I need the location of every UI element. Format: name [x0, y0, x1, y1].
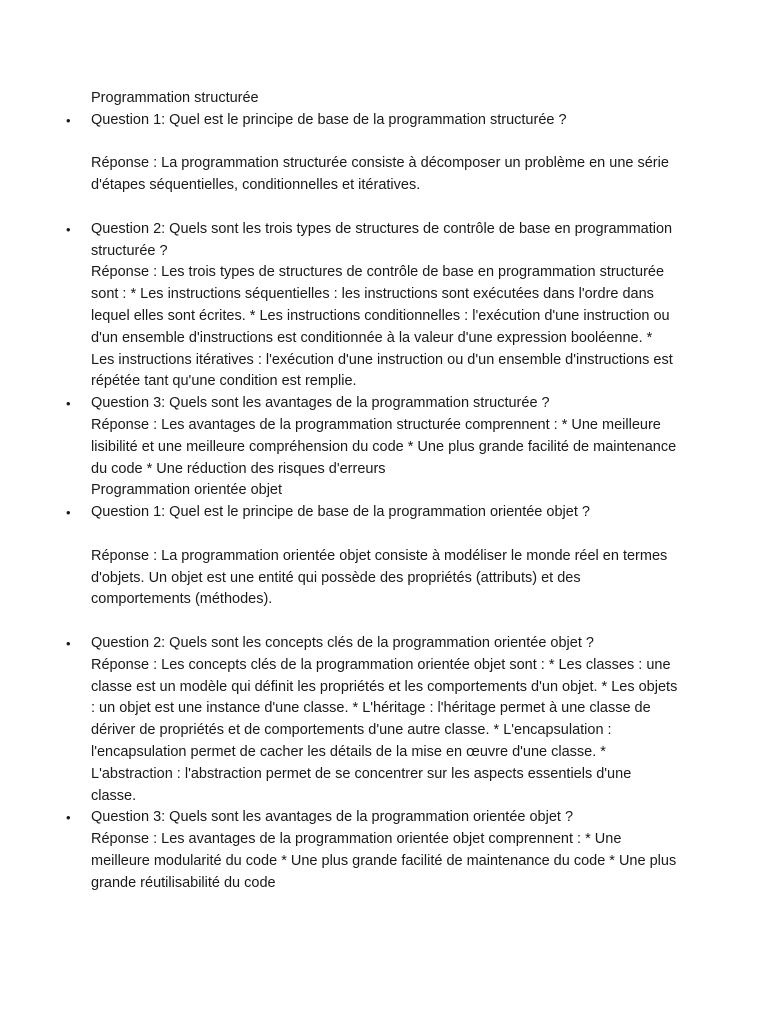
- question-text: • Question 3: Quels sont les avantages de la programmation orientée objet ?: [0, 807, 691, 829]
- list-item: [0, 807, 768, 894]
- bullet-icon: •: [66, 396, 71, 412]
- question-text: • Question 2: Quels sont les concepts clés de la programmation orientée objet ?: [0, 633, 691, 655]
- spacer: [0, 611, 768, 633]
- bullet-icon: •: [66, 112, 71, 128]
- bullet-icon: •: [66, 505, 71, 521]
- answer-text: Réponse : Les trois types de structures de contrôle de base en programmation structurée sont : * Les instructions séquentielles : les instructions sont exécutées dans l'ordre dans lequel elles sont écrites. * Les instructions conditionnelles : l'exécution d'une instruction ou d'un ensemble d'instructions est conditionnée à la valeur d'une expression booléenne. * Les instructions itératives : l'exécution d'une instruction ou d'un ensemble d'instructions est répétée tant qu'une condition est remplie.: [91, 264, 673, 390]
- spacer: [0, 132, 768, 154]
- section-heading: Programmation structurée: [91, 90, 259, 106]
- question-text: • Question 1: Quel est le principe de base de la programmation structurée ?: [0, 110, 691, 132]
- answer-text: Réponse : Les concepts clés de la programmation orientée objet sont : * Les classes : une classe est un modèle qui définit les propriétés et les comportements d'un objet. * Les objets : un objet est une instance d'une classe. * L'héritage : l'héritage permet à une classe de dériver de propriétés et de comportements d'une autre classe. * L'encapsulation : l'encapsulation permet de cacher les détails de la mise en œuvre d'une classe. * L'abstraction : l'abstraction permet de se concentrer sur les aspects essentiels d'une classe.: [91, 656, 678, 804]
- list-item: [0, 633, 768, 807]
- answer-text: Réponse : La programmation structurée consiste à décomposer un problème en une série d'étapes séquentielles, conditionnelles et itératives.: [91, 155, 669, 194]
- list-item: [0, 219, 768, 393]
- bullet-icon: •: [66, 635, 71, 651]
- question-text: • Question 3: Quels sont les avantages de la programmation structurée ?: [0, 393, 691, 415]
- document-body: [0, 88, 768, 894]
- list-item: [0, 393, 768, 480]
- list-item: [0, 110, 768, 219]
- spacer: [0, 197, 768, 219]
- bullet-icon: •: [66, 810, 71, 826]
- question-text: • Question 2: Quels sont les trois types de structures de contrôle de base en programmation structurée ?: [66, 220, 673, 259]
- bullet-icon: •: [66, 221, 71, 237]
- answer-text: Réponse : Les avantages de la programmation orientée objet comprennent : * Une meilleure modularité du code * Une plus grande facilité de maintenance du code * Une plus grande réutilisabilité du code: [91, 831, 677, 891]
- spacer: [0, 524, 768, 546]
- list-item: [0, 502, 768, 633]
- answer-text: Réponse : La programmation orientée objet consiste à modéliser le monde réel en termes d'objets. Un objet est une entité qui possède des propriétés (attributs) et des comportements (méthodes).: [91, 547, 668, 608]
- question-text: • Question 1: Quel est le principe de base de la programmation orientée objet ?: [0, 502, 691, 524]
- section-heading: Programmation orientée objet: [91, 482, 283, 499]
- answer-text: Réponse : Les avantages de la programmation structurée comprennent : * Une meilleure lisibilité et une meilleure compréhension du code * Une plus grande facilité de maintenance du code * Une réduction des risques d'erreurs: [91, 416, 677, 477]
